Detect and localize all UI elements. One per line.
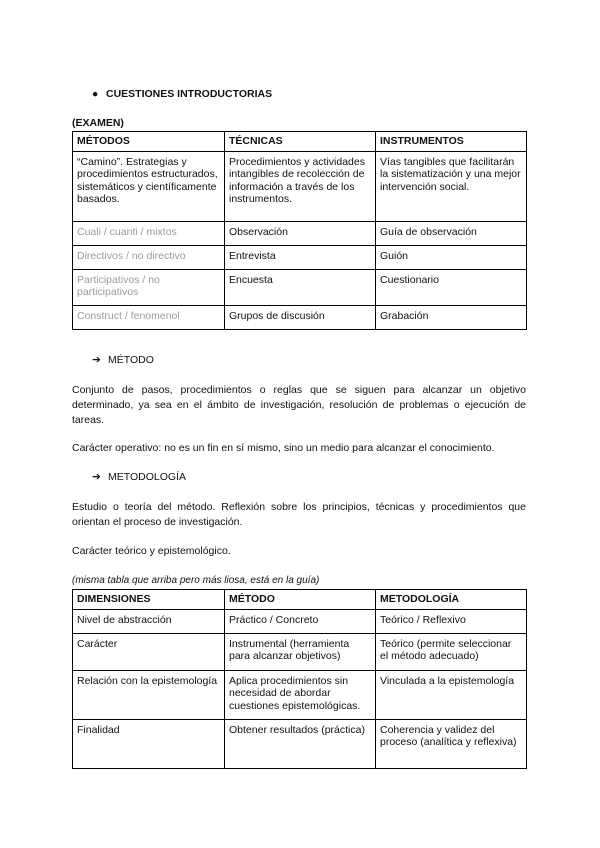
table-header-row [73, 132, 527, 152]
table-cell: Obtener resultados (práctica) [225, 719, 376, 768]
table-cell: Grabación [376, 305, 527, 329]
header-metodos: MÉTODOS [73, 132, 225, 152]
header-instrumentos: INSTRUMENTOS [376, 132, 527, 152]
table-row [73, 633, 527, 670]
section-heading [92, 88, 272, 100]
table-cell: Aplica procedimientos sin necesidad de abordar cuestiones epistemológicas. [225, 670, 376, 719]
table-cell: “Camino”. Estrategias y procedimientos estructurados, sistemáticos y científicamente basados. [73, 151, 225, 221]
table-cell: Coherencia y validez del proceso (analítica y reflexiva) [376, 719, 527, 768]
metodo-character: Carácter operativo: no es un fin en sí mismo, sino un medio para alcanzar el conocimiento. [72, 442, 495, 454]
metodologia-character: Carácter teórico y epistemológico. [72, 545, 231, 557]
table-cell: Nivel de abstracción [73, 609, 225, 633]
table-cell: Guión [376, 245, 527, 269]
table-cell: Encuesta [225, 269, 376, 305]
header-metodologia: METODOLOGÍA [376, 590, 527, 610]
table-row [73, 269, 527, 305]
methods-table [72, 131, 527, 330]
table-cell: Procedimientos y actividades intangibles de recolección de información a través de los instrumentos. [225, 151, 376, 221]
table-cell: Entrevista [225, 245, 376, 269]
table-cell: Teórico (permite seleccionar el método adecuado) [376, 633, 527, 670]
bullet-icon: ● [92, 88, 99, 100]
table-note: (misma tabla que arriba pero más liosa, está en la guía) [72, 575, 320, 586]
table-row [73, 245, 527, 269]
arrow-right-icon: ➔ [92, 471, 101, 483]
table-cell: Cuali / cuanti / mixtos [73, 221, 225, 245]
section-heading-text: CUESTIONES INTRODUCTORIAS [106, 88, 273, 100]
table-cell: Guía de observación [376, 221, 527, 245]
table-cell: Teórico / Reflexivo [376, 609, 527, 633]
table-row [73, 719, 527, 768]
table-cell: Grupos de discusión [225, 305, 376, 329]
table-cell: Vías tangibles que facilitarán la sistematización y una mejor intervención social. [376, 151, 527, 221]
header-metodo: MÉTODO [225, 590, 376, 610]
table-header-row [73, 590, 527, 610]
dimensions-table [72, 589, 527, 769]
metodo-paragraph: Conjunto de pasos, procedimientos o reglas que se siguen para alcanzar un objetivo determinado, ya sea en el ámbito de investigación, resolución de problemas o ejecución de tareas. [72, 384, 526, 426]
table-cell: Directivos / no directivo [73, 245, 225, 269]
table-cell: Participativos / no participativos [73, 269, 225, 305]
header-tecnicas: TÉCNICAS [225, 132, 376, 152]
table-cell: Observación [225, 221, 376, 245]
table-cell: Cuestionario [376, 269, 527, 305]
header-dimensiones: DIMENSIONES [73, 590, 225, 610]
table-row [73, 221, 527, 245]
table-row [73, 609, 527, 633]
table-row [73, 151, 527, 221]
arrow-right-icon: ➔ [92, 354, 101, 366]
metodologia-title: METODOLOGÍA [108, 471, 186, 483]
table-cell: Finalidad [73, 719, 225, 768]
metodo-title: MÉTODO [108, 354, 154, 366]
exam-label: (EXAMEN) [72, 117, 124, 129]
table-cell: Instrumental (herramienta para alcanzar objetivos) [225, 633, 376, 670]
table-cell: Carácter [73, 633, 225, 670]
table-cell: Práctico / Concreto [225, 609, 376, 633]
metodologia-heading [92, 471, 186, 483]
table-cell: Construct / fenomenol [73, 305, 225, 329]
table-row [73, 305, 527, 329]
metodologia-paragraph: Estudio o teoría del método. Reflexión sobre los principios, técnicas y procedimientos que orientan el proceso de investigación. [72, 501, 526, 528]
table-cell: Relación con la epistemología [73, 670, 225, 719]
table-row [73, 670, 527, 719]
table-cell: Vinculada a la epistemología [376, 670, 527, 719]
metodo-heading [92, 354, 154, 366]
